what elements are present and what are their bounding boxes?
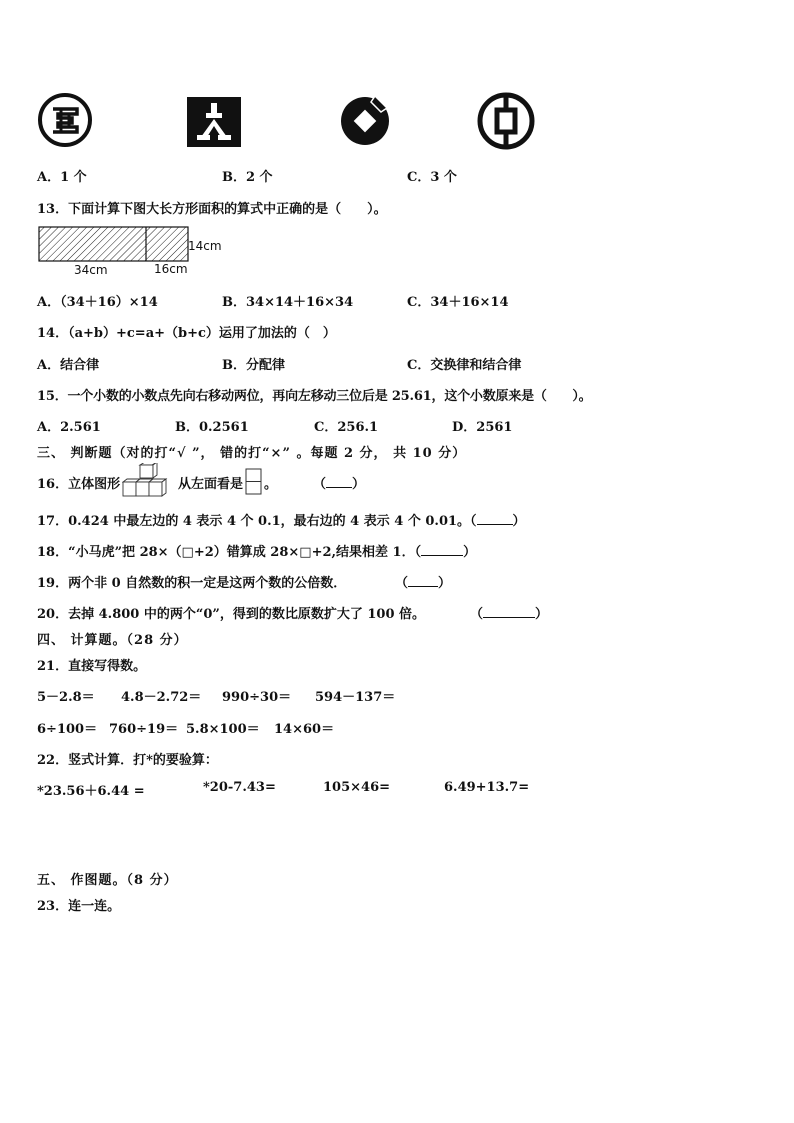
q17-paren-close: ） <box>512 514 526 529</box>
q17-answer-blank[interactable] <box>477 512 513 525</box>
q22-question: 22．竖式计算．打*的要验算： <box>37 753 218 768</box>
q13-option-a: A．（34＋16）×14 <box>37 295 158 310</box>
section-3-heading: 三、 判断题（对的打“√ ”， 错的打“×” 。每题 2 分， 共 10 分） <box>37 446 467 461</box>
q18-answer-blank[interactable] <box>421 543 463 556</box>
q22-item-3: 105×46= <box>323 780 391 795</box>
q15-question: 15．一个小数的小数点先向右移动两位，再向左移动三位后是 25.61，这个小数原来是（ ）。 <box>37 389 592 404</box>
q13-rectangle-diagram <box>38 226 190 264</box>
q18-question: 18．“小马虎”把 28×（□+2）错算成 28×□+2,结果相差 1．（ <box>37 545 422 560</box>
bank-logo-circle-gong-icon <box>37 92 93 148</box>
section-5-heading: 五、 作图题。（8 分） <box>37 873 178 888</box>
q16-paren-open: （ <box>313 477 327 492</box>
q19-answer-paren[interactable] <box>395 572 451 591</box>
q21-item-6: 760÷19＝ <box>109 722 179 737</box>
q19-paren-open: （ <box>395 576 409 591</box>
section-4-heading: 四、 计算题。（28 分） <box>37 633 188 648</box>
q16-middle: 从左面看是 <box>178 477 244 492</box>
q14-question: 14．（a+b）+c=a+（b+c）运用了加法的（ ） <box>37 326 336 341</box>
q19-answer-blank[interactable] <box>408 574 438 587</box>
q18-line <box>37 541 476 560</box>
q13-option-c: C．34＋16×14 <box>407 295 509 310</box>
q12-option-b: B．2 个 <box>222 170 273 185</box>
q22-item-2: *20-7.43= <box>203 780 276 795</box>
q21-item-8: 14×60＝ <box>274 722 335 737</box>
q20-answer-paren[interactable] <box>470 603 548 622</box>
q14-option-b: B．分配律 <box>222 358 285 373</box>
q16-answer-blank[interactable] <box>326 475 352 488</box>
q21-question: 21．直接写得数。 <box>37 659 147 674</box>
q13-height-label: 14cm <box>188 239 222 253</box>
q21-item-4: 594－137＝ <box>315 690 396 705</box>
q15-option-d: D．2561 <box>452 420 513 435</box>
q19-paren-close: ） <box>438 576 452 591</box>
q16-suffix: 。 <box>264 477 278 492</box>
q20-answer-blank[interactable] <box>483 605 535 618</box>
q18-paren-close: ） <box>463 545 477 560</box>
q13-question: 13．下面计算下图大长方形面积的算式中正确的是（ ）。 <box>37 202 387 217</box>
q22-item-1: *23.56＋6.44 = <box>37 784 145 799</box>
bank-logo-square-construction-icon <box>187 97 241 147</box>
q16-solid-figure <box>122 463 176 499</box>
q21-item-3: 990÷30＝ <box>222 690 292 705</box>
q20-paren-open: （ <box>470 607 484 622</box>
q16-paren-close: ） <box>352 477 366 492</box>
q20-question: 20．去掉 4.800 中的两个“0”，得到的数比原数扩大了 100 倍。 <box>37 607 426 622</box>
q16-answer-paren[interactable] <box>313 473 365 492</box>
q13-left-width-label: 34cm <box>74 263 108 277</box>
q21-item-1: 5－2.8＝ <box>37 690 95 705</box>
q17-question: 17．0.424 中最左边的 4 表示 4 个 0.1，最右边的 4 表示 4 个 0.01。（ <box>37 514 477 529</box>
q15-option-c: C．256.1 <box>314 420 379 435</box>
q23-question: 23．连一连。 <box>37 899 121 914</box>
q21-item-7: 5.8×100＝ <box>186 722 260 737</box>
q15-option-b: B．0.2561 <box>175 420 249 435</box>
q13-right-width-label: 16cm <box>154 262 188 276</box>
q17-line <box>37 510 526 529</box>
q22-item-4: 6.49+13.7= <box>444 780 530 795</box>
q19-question: 19．两个非 0 自然数的积一定是这两个数的公倍数． <box>37 576 347 591</box>
q15-option-a: A．2.561 <box>37 420 101 435</box>
q21-item-5: 6÷100＝ <box>37 722 98 737</box>
q14-option-c: C．交换律和结合律 <box>407 358 522 373</box>
q12-option-a: A．1 个 <box>37 170 87 185</box>
q16-left-view-figure <box>245 468 263 496</box>
q14-option-a: A．结合律 <box>37 358 100 373</box>
q12-option-c: C．3 个 <box>407 170 457 185</box>
q20-paren-close: ） <box>535 607 549 622</box>
bank-logo-circle-coin-icon <box>477 92 535 150</box>
q16-prefix: 16．立体图形 <box>37 477 121 492</box>
bank-logo-circle-diamond-icon <box>337 90 395 148</box>
q21-item-2: 4.8－2.72＝ <box>121 690 202 705</box>
q13-option-b: B．34×14＋16×34 <box>222 295 354 310</box>
